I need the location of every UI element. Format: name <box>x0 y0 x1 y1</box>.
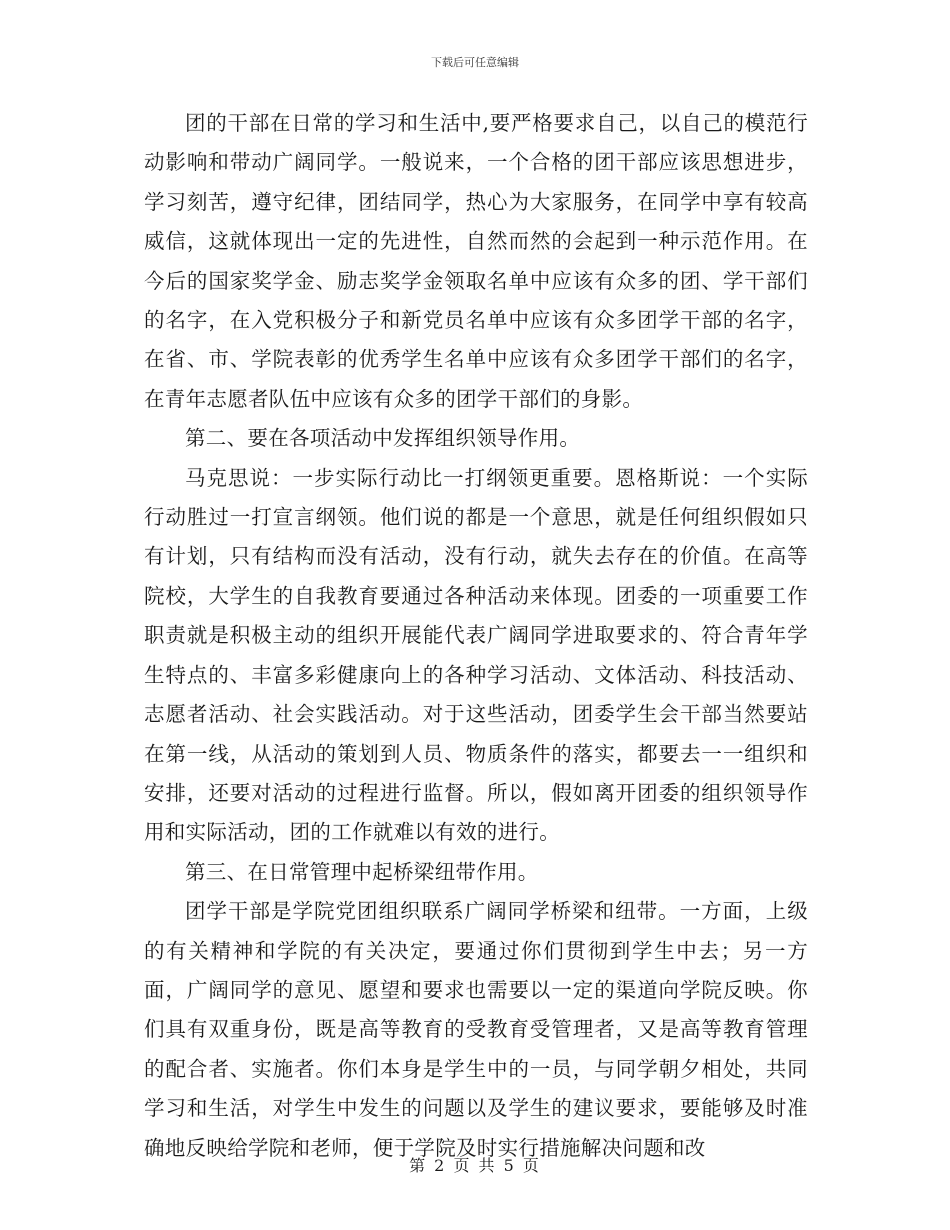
document-body <box>144 104 808 1168</box>
paragraph-bridge: 团学干部是学院党团组织联系广阔同学桥梁和纽带。一方面，上级的有关精神和学院的有关决定，要通过你们贯彻到学生中去；另一方面，广阔同学的意见、愿望和要求也需要以一定的渠道向学院反映。你们具有双重身份，既是高等教育的受教育受管理者，又是高等教育管理的配合者、实施者。你们本身是学生中的一员，与同学朝夕相处，共同学习和生活，对学生中发生的问题以及学生的建议要求，要能够及时准确地反映给学院和老师，便于学院及时实行措施解决问题和改 <box>144 899 808 1160</box>
paragraph-activities: 马克思说：一步实际行动比一打纲领更重要。恩格斯说：一个实际行动胜过一打宣言纲领。他们说的都是一个意思，就是任何组织假如只有计划，只有结构而没有活动，没有行动，就失去存在的价值。在高等院校，大学生的自我教育要通过各种活动来体现。团委的一项重要工作职责就是积极主动的组织开展能代表广阔同学进取要求的、符合青年学生特点的、丰富多彩健康向上的各种学习活动、文体活动、科技活动、志愿者活动、社会实践活动。对于这些活动，团委学生会干部当然要站在第一线，从活动的策划到人员、物质条件的落实，都要去一一组织和安排，还要对活动的过程进行监督。所以，假如离开团委的组织领导作用和实际活动，团的工作就难以有效的进行。 <box>144 465 808 845</box>
section-heading-organize-lead: 第二、要在各项活动中发挥组织领导作用。 <box>185 426 581 451</box>
paragraph-cadre-example: 团的干部在日常的学习和生活中,要严格要求自己，以自己的模范行动影响和带动广阔同学。一般说来，一个合格的团干部应该思想进步，学习刻苦，遵守纪律，团结同学，热心为大家服务，在同学中享有较高威信，这就体现出一定的先进性，自然而然的会起到一种示范作用。在今后的国家奖学金、励志奖学金领取名单中应该有众多的团、学干部们的名字，在入党积极分子和新党员名单中应该有众多团学干部的名字，在省、市、学院表彰的优秀学生名单中应该有众多团学干部们的名字，在青年志愿者队伍中应该有众多的团学干部们的身影。 <box>144 111 808 411</box>
page-number-footer: 第 2 页 共 5 页 <box>409 1156 541 1175</box>
section-heading-bridge-role: 第三、在日常管理中起桥梁纽带作用。 <box>185 859 539 884</box>
header-note: 下载后可任意编辑 <box>431 56 519 69</box>
